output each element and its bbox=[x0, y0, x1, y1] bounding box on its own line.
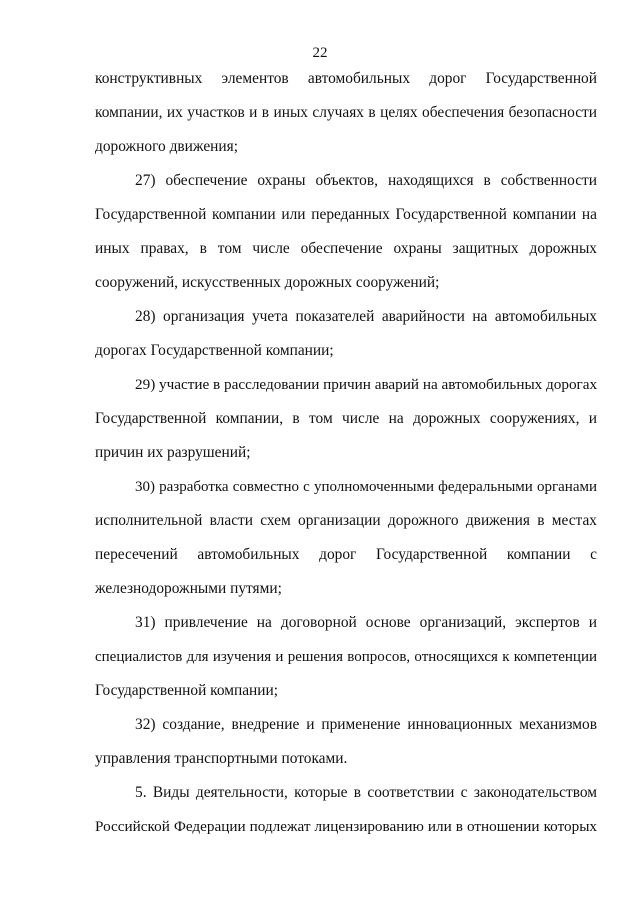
text-line: сооружений, искусственных дорожных сооружений; bbox=[95, 274, 440, 291]
text-line: 27) обеспечение охраны объектов, находящихся в собственности bbox=[135, 172, 597, 189]
text-line: конструктивных элементов автомобильных дорог Государственной bbox=[95, 70, 597, 87]
text-line: компании, их участков и в иных случаях в целях обеспечения безопасности bbox=[95, 104, 597, 121]
text-line: причин их разрушений; bbox=[95, 444, 251, 461]
text-line: Государственной компании; bbox=[95, 682, 279, 699]
text-line: управления транспортными потоками. bbox=[95, 750, 348, 767]
text-line: дорожного движения; bbox=[95, 138, 238, 155]
text-line: 29) участие в расследовании причин аварий на автомобильных дорогах bbox=[135, 376, 598, 393]
text-line: иных правах, в том числе обеспечение охраны защитных дорожных bbox=[95, 240, 597, 257]
text-line: 30) разработка совместно с уполномоченными федеральными органами bbox=[135, 479, 597, 495]
text-line: исполнительной власти схем организации дорожного движения в местах bbox=[95, 512, 597, 529]
document-body bbox=[95, 69, 597, 851]
text-line: Российской Федерации подлежат лицензированию или в отношении которых bbox=[95, 818, 597, 835]
page-number: 22 bbox=[312, 45, 328, 61]
text-line: пересечений автомобильных дорог Государственной компании с bbox=[95, 546, 597, 563]
text-line: 5. Виды деятельности, которые в соответствии с законодательством bbox=[135, 784, 597, 801]
text-line: дорогах Государственной компании; bbox=[95, 342, 334, 359]
text-line: железнодорожными путями; bbox=[95, 580, 282, 597]
text-line: Государственной компании, в том числе на дорожных сооружениях, и bbox=[95, 410, 597, 427]
text-line: 32) создание, внедрение и применение инновационных механизмов bbox=[135, 716, 597, 733]
text-line: специалистов для изучения и решения вопросов, относящихся к компетенции bbox=[95, 649, 597, 665]
text-line: 31) привлечение на договорной основе организаций, экспертов и bbox=[135, 614, 597, 631]
text-line: Государственной компании или переданных Государственной компании на bbox=[95, 206, 597, 223]
text-line: 28) организация учета показателей аварийности на автомобильных bbox=[135, 308, 597, 325]
